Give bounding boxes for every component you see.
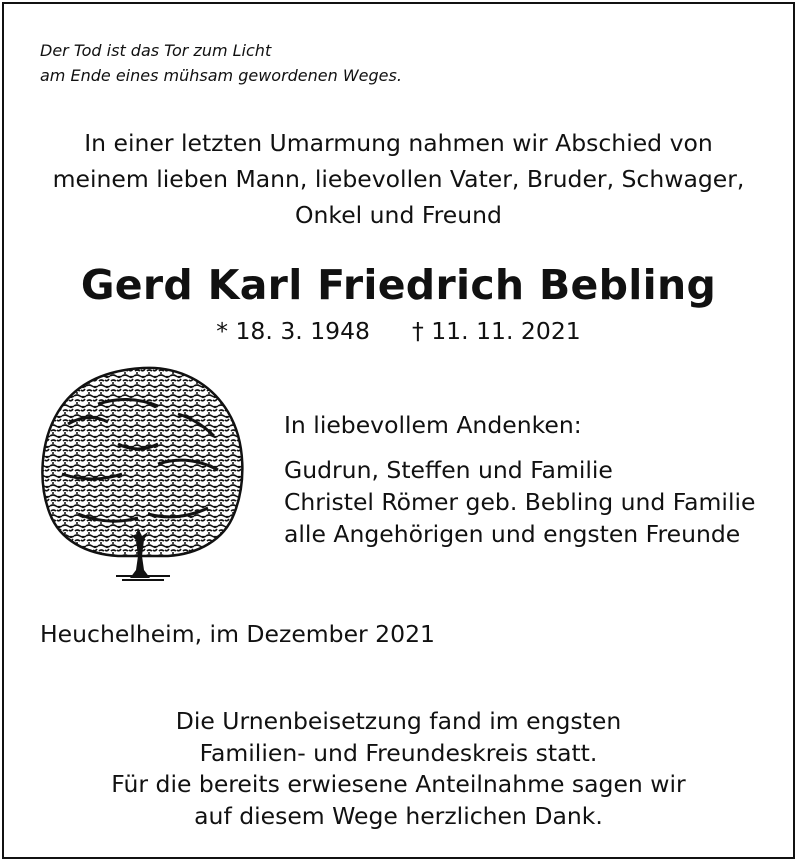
deceased-name: Gerd Karl Friedrich Bebling xyxy=(80,261,717,309)
motto-line-2: am Ende eines mühsam gewordenen Weges. xyxy=(40,66,402,85)
closing-line-3: Für die bereits erwiesene Anteilnahme sagen wir xyxy=(111,770,686,798)
closing-text xyxy=(4,706,793,832)
place-and-date: Heuchelheim, im Dezember 2021 xyxy=(40,620,435,648)
birth-date: * 18. 3. 1948 xyxy=(216,317,371,345)
mourner-line: alle Angehörigen und engsten Freunde xyxy=(284,520,741,548)
motto xyxy=(40,38,402,88)
closing-line-1: Die Urnenbeisetzung fand im engsten xyxy=(175,707,622,735)
closing-line-2: Familien- und Freundeskreis statt. xyxy=(199,738,598,767)
death-date: † 11. 11. 2021 xyxy=(412,317,581,345)
memory-block xyxy=(284,409,755,550)
closing-line-4: auf diesem Wege herzlichen Dank. xyxy=(194,801,603,830)
intro-line-1: In einer letzten Umarmung nahmen wir Abschied von xyxy=(84,129,713,157)
obituary-notice xyxy=(2,2,795,859)
intro-line-3: Onkel und Freund xyxy=(295,201,502,229)
motto-line-1: Der Tod ist das Tor zum Licht xyxy=(40,41,272,60)
intro-line-2: meinem lieben Mann, liebevollen Vater, Bruder, Schwager, xyxy=(52,165,745,193)
life-dates xyxy=(4,313,793,349)
mourner-line: Gudrun, Steffen und Familie xyxy=(284,456,613,484)
memory-heading: In liebevollem Andenken: xyxy=(284,411,582,439)
mourner-line: Christel Römer geb. Bebling und Familie xyxy=(284,488,756,516)
tree-icon xyxy=(38,364,248,582)
intro-text xyxy=(4,125,793,233)
